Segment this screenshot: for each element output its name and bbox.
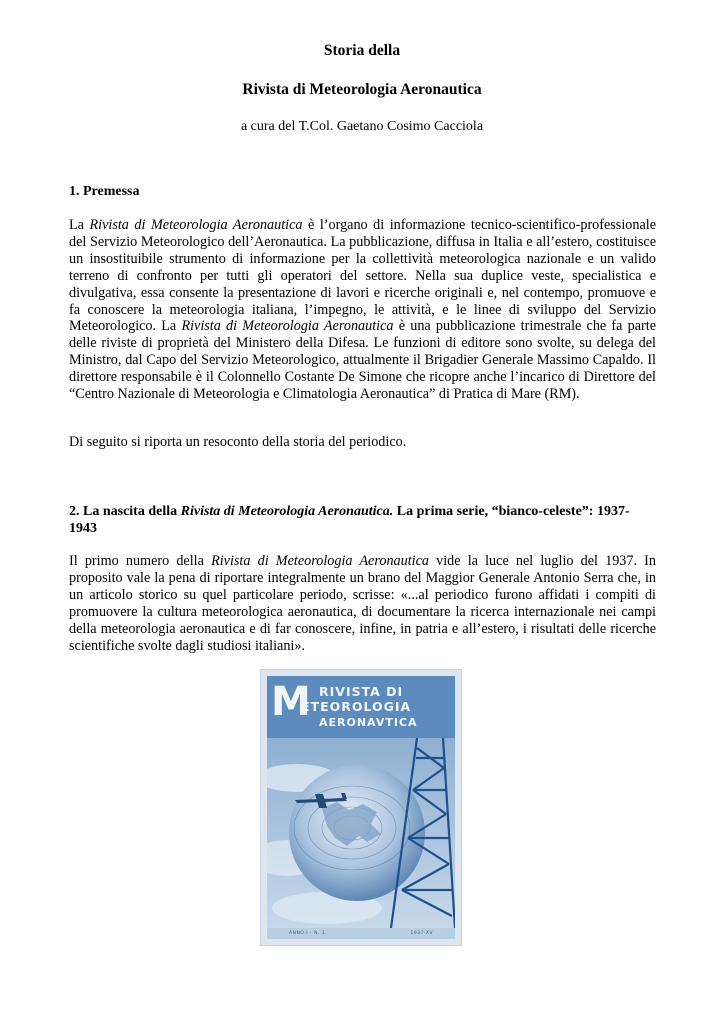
section1-paragraph1 [69, 217, 656, 403]
document-title-line2: Rivista di Meteorologia Aeronautica [242, 81, 482, 98]
section1-p1-text-c: è una pubblicazione trimestrale che fa parte delle riviste di proprietà del Ministero della Difesa. Le funzioni di editore sono svolte, su delega del Ministro, dal Capo del Servizio Meteorologico, attualmente il Brigadier Generale Massimo Capaldo. Il direttore responsabile è il Colonnello Costante De Simone che ricopre anche l’incarico di Direttore del “Centro Nazionale di Meteorologia e Climatologia Aeronautica” di Pratica di Mare (RM). [69, 318, 656, 403]
section2-p1-text-a: Il primo numero della [69, 553, 212, 569]
cover-title-line2: ETEOROLOGIA [301, 699, 412, 714]
cover-title-line3: AERONAVTICA [319, 716, 418, 729]
section2-heading-text-b: La prima serie, “bianco-celeste”: 1937-1943 [69, 504, 630, 536]
section2-heading [69, 503, 656, 537]
section1-paragraph2: Di seguito si riporta un resoconto della storia del periodico. [69, 434, 407, 450]
cover-title-line1: RIVISTA DI [319, 684, 404, 699]
section2-p1-text-b: vide la luce nel luglio del 1937. In proposito vale la pena di riportare integralmente un brano del Maggior Generale Antonio Serra che, in un articolo storico su quel particolare periodo, scrisse: «...al periodico furono affidati i compiti di promuovere la cultura meteorologica aeronautica, di documentare la ricerca internazionale nei campi della meteorologia aeronautica e di far conoscere, infine, in patria e all’estero, i risultati delle ricerche scientifiche svolte dagli studiosi italiani». [69, 553, 656, 654]
section1-heading: 1. Premessa [69, 184, 140, 199]
section1-p1-text-a: La [69, 217, 90, 233]
section2-heading-text-a: 2. La nascita della [69, 504, 181, 519]
section2-heading-italic: Rivista di Meteorologia Aeronautica. [180, 504, 394, 519]
cover-big-letter: M [271, 679, 311, 725]
section2-p1-italic: Rivista di Meteorologia Aeronautica [211, 553, 429, 569]
cover-footer-left: ANNO I - N. 1 [289, 931, 326, 936]
cover-footer-right: 1937-XV [410, 931, 433, 936]
section2-paragraph1 [69, 553, 656, 654]
section1-p1-text-b: è l’organo di informazione tecnico-scientifico-professionale del Servizio Meteorologico dell’Aeronautica. La pubblicazione, diffusa in Italia e all’estero, costituisce un insostituibile strumento di informazione per la collettività meteorologica nazionale e un valido terreno di confronto per tutti gli operatori del settore. Nella sua duplice veste, specialistica e divulgativa, essa consente la presentazione di lavori e ricerche originali e, nel contempo, promuove e fa conoscere la meteorologia italiana, l’impegno, le attività, e le linee di sviluppo del Servizio Meteorologico. La [69, 217, 656, 335]
magazine-cover-image [261, 670, 461, 945]
cover-illustration [267, 738, 455, 928]
cover-inner [267, 676, 455, 939]
section1-p1-italic1: Rivista di Meteorologia Aeronautica [89, 217, 303, 233]
document-title-line1: Storia della [323, 42, 401, 59]
section1-p1-italic2: Rivista di Meteorologia Aeronautica [181, 318, 394, 335]
document-byline: a cura del T.Col. Gaetano Cosimo Cacciola [240, 119, 484, 134]
